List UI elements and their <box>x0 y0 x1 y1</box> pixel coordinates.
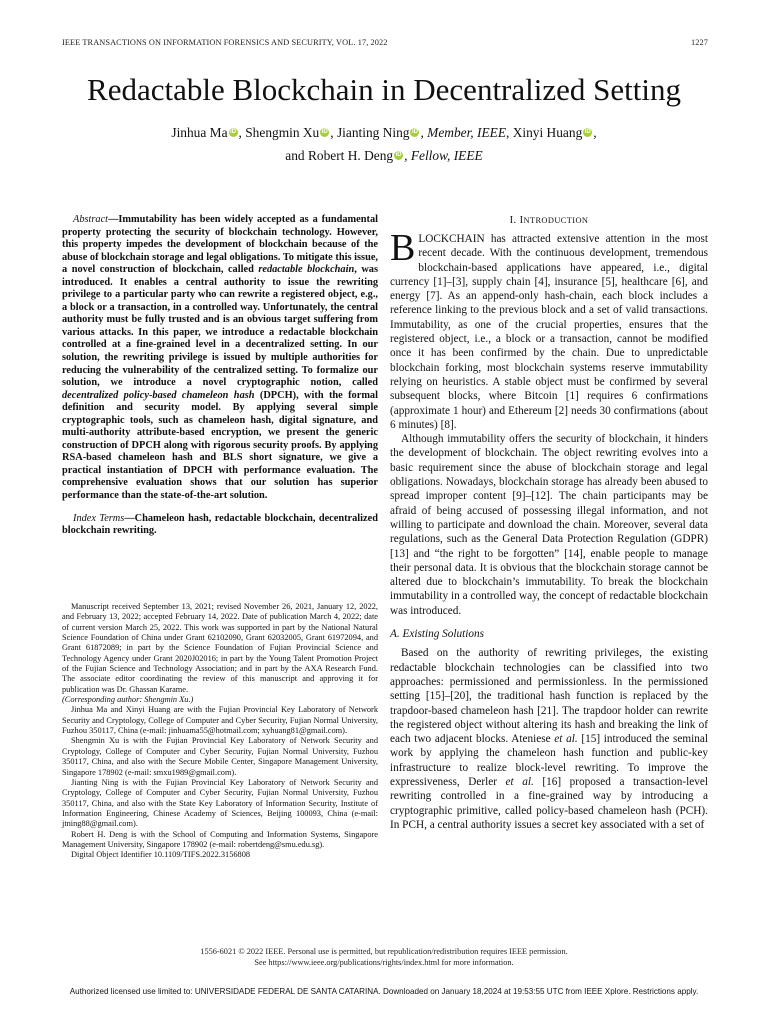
author-role: , Member, IEEE <box>420 125 507 140</box>
existing-text: [16] proposed a transaction-level rewriting controlled in a fine-grained way by introducing a cryptographic primitive, called policy-based chameleon hash (PCH). In PCH, a central authority issues a secret key associated with a set of <box>390 775 708 831</box>
footnote-affiliation: Robert H. Deng is with the School of Computing and Information Systems, Singapore Management University, Singapore 178902 (e-mail: robertdeng@smu.edu.sg). <box>62 829 378 849</box>
index-terms <box>62 513 378 538</box>
running-header <box>62 38 708 50</box>
existing-text: Based on the authority of rewriting privileges, the existing redactable blockchain technologies can be classified into two approaches: permissioned and permissionless. In the permissioned setting [15]–[20], the traditional hash function is replaced by the trapdoor-based chameleon hash [21]. The trapdoor holder can rewrite the registered object without altering its hash and breaking the link of each two adjacent blocks. Ateniese <box>390 647 708 746</box>
footnote-doi: Digital Object Identifier 10.1109/TIFS.2022.3156808 <box>71 850 251 860</box>
orcid-icon[interactable]: iD <box>584 129 591 135</box>
index-terms-dash: — <box>124 512 135 524</box>
section-title-initial: I <box>519 215 524 226</box>
author-list <box>40 121 728 167</box>
index-terms-text: Chameleon hash, redactable blockchain, decentralized blockchain rewriting. <box>62 512 378 537</box>
author-role: , Fellow, IEEE <box>404 148 483 163</box>
rights-link[interactable]: See https://www.ieee.org/publications/rights/index.html for more information. <box>254 958 514 967</box>
section-title-rest: NTRODUCTION <box>523 216 589 225</box>
corresponding-author: (Corresponding author: Shengmin Xu.) <box>62 695 194 705</box>
author-name: Jinhua Ma <box>171 125 228 140</box>
footnote-affiliation: Shengmin Xu is with the Fujian Provincial Key Laboratory of Network Security and Cryptology, College of Computer and Cyber Security, Fujian Normal University, Fuzhou 350117, China, and also with the Secure Mobile Center, Singapore Management University, Singapore 178902 (e-mail: smxu1989@gmail.com). <box>62 736 378 777</box>
footnote-affiliation: Jianting Ning is with the Fujian Provincial Key Laboratory of Network Security and Cryptology, College of Computer and Cyber Security, Fujian Normal University, Fuzhou 350117, China, and also with the State Key Laboratory of Information Security, Institute of Information Engineering, Chinese Academy of Sciences, Beijing 100093, China (e-mail: jtning88@gmail.com). <box>62 777 378 829</box>
existing-text: [15] introduced the seminal work by applying the chameleon hash function and public-key infrastructure to realize block-level rewriting. To improve the expressiveness, Derler <box>390 733 708 788</box>
left-column <box>62 214 378 538</box>
orcid-icon[interactable]: iD <box>395 152 402 158</box>
orcid-icon[interactable]: iD <box>321 129 328 135</box>
etal: et al. <box>505 775 534 788</box>
copyright-line: 1556-6021 © 2022 IEEE. Personal use is permitted, but republication/redistribution requires IEEE permission. <box>200 947 568 956</box>
footnotes <box>62 602 378 861</box>
footnote-corresponding <box>62 695 378 705</box>
footnote-manuscript: Manuscript received September 13, 2021; revised November 26, 2021, January 12, 2022, and February 13, 2022; accepted February 14, 2022. Date of publication March 4, 2022; date of current version March 25, 2022. This work was supported in part by the National Natural Science Foundation of China under Grant 62102090, Grant 62032005, Grant 61972094, and Grant 61872089; in part by the Science Foundation of Fujian Provincial Science and Technology Agency under Grant 2020J02016; in part by the Young Talent Promotion Project of the Fujian Science and Technology Association; and in part by the AXA Research Fund. The associate editor coordinating the review of this manuscript and approving it for publication was Dr. Ghassan Karame. <box>62 602 378 694</box>
footnote-affiliation: Jinhua Ma and Xinyi Huang are with the Fujian Provincial Key Laboratory of Network Security and Cryptology, College of Computer and Cyber Security, Fujian Normal University, Fuzhou 350117, China (e-mail: jinhuama55@hotmail.com; xyhuang81@gmail.com). <box>62 705 378 736</box>
section-heading-introduction <box>390 214 708 228</box>
drop-cap: B <box>390 227 416 269</box>
intro-paragraph-2: Although immutability offers the security of blockchain, it hinders the development of blockchain. The object rewriting evolves into a basic requirement since the abuse of blockchain storage and legal obligations. Nowadays, blockchain storage has already been abused to spread improper content [9]–[12]. The chain participants may be afraid of being accused of possessing illegal information, and not willing to participate and download the chain. Moreover, several data regulations, such as the General Data Protection Regulation (GDPR) [13] and “the right to be forgotten” [14], enable people to manage their personal data. It is obvious that the blockchain storage cannot be altered due to blockchain’s immutability. To break the blockchain immutability in a controlled way, the concept of redactable blockchain was introduced. <box>390 433 708 617</box>
copyright-notice <box>0 946 768 968</box>
intro-text: has attracted extensive attention in the most recent decade. With the continuous development, tremendous blockchain-based applications have appeared, i.e., digital currency [1]–[3], supply chain [4], insurance [5], healthcare [6], and energy [7]. As an append-only hash-chain, each block includes a reference linking to the previous block and a set of valid transactions. Immutability, as one of the crucial properties, ensures that the registered object, i.e., a block or a transaction, cannot be modified once it has been confirmed by the chain. Due to unpredictable blockchain forking, most blockchain systems reserve immutability relying on heuristics. A stable object must be confirmed by several subsequent blocks, where Bitcoin [1] requires 6 confirmations (approximate 1 hour) and Ethereum [2] needs 30 confirmations (about 6 minutes) [8]. <box>390 233 708 431</box>
abstract-text: , was introduced. It enables a central authority to issue the rewriting privilege to a particular party who can rewrite a registered object, e.g., a block or a transaction, in a controlled way. Unfortunately, the central authority must be fully trusted and is an obvious target suffering from various attacks. In this paper, we introduce a redactable blockchain controlled at a fine-grained level in a decentralized setting. In our solution, the rewriting privilege is issued by multiple authorities for reducing the vulnerability of the centralized setting. To formalize our solution, we introduce a novel cryptographic notion, called <box>62 264 378 389</box>
author-name: , Xinyi Huang <box>506 125 583 140</box>
page-number: 1227 <box>691 38 708 47</box>
existing-paragraph <box>390 646 708 832</box>
author-name: , Jianting Ning <box>330 125 410 140</box>
abstract-text: (DPCH), with the formal definition and security model. By applying several simple cryptographic tools, such as chameleon hash, digital signature, and multi-authority attribute-based encryption, we present the generic construction of DPCH along with rigorous security proofs. By applying RSA-based chameleon hash and BLS short signature, we give a practical instantiation of DPCH with performance evaluation. The comprehensive evaluation shows that our solution has superior performance than the state-of-the-art solution. <box>62 389 378 502</box>
etal: et al. <box>554 733 578 746</box>
author-sep: , <box>593 125 597 140</box>
author-line-2 <box>40 144 728 167</box>
license-footer: Authorized licensed use limited to: UNIVERSIDADE FEDERAL DE SANTA CATARINA. Downloaded on January 18,2024 at 19:53:55 UTC from IEEE Xplore. Restrictions apply. <box>69 987 699 996</box>
journal-name: IEEE TRANSACTIONS ON INFORMATION FORENSICS AND SECURITY, VOL. 17, 2022 <box>62 38 388 47</box>
author-line-1 <box>40 121 728 144</box>
subsection-heading-existing-solutions: A. Existing Solutions <box>390 628 485 641</box>
paper-title: Redactable Blockchain in Decentralized Setting <box>87 72 681 107</box>
abstract-label: Abstract <box>73 214 109 225</box>
author-name: and Robert H. Deng <box>285 148 394 163</box>
orcid-icon[interactable]: iD <box>411 129 418 135</box>
abstract-emphasis: redactable blockchain <box>258 264 355 276</box>
section-number: I. <box>509 215 520 226</box>
abstract-dash: — <box>108 214 119 225</box>
abstract-emphasis: decentralized policy-based chameleon hash <box>62 389 255 401</box>
orcid-icon[interactable]: iD <box>230 129 237 135</box>
intro-paragraph-1 <box>390 227 708 432</box>
author-name: , Shengmin Xu <box>238 125 320 140</box>
intro-lead-word: LOCKCHAIN <box>418 233 485 245</box>
abstract-text: Immutability has been widely accepted as a fundamental property protecting the security of blockchain technology. However, this property impedes the development of blockchain because of the abuse of blockchain storage and legal obligations. To mitigate this issue, a novel construction of blockchain, called <box>62 214 378 276</box>
abstract <box>62 214 378 503</box>
right-column <box>390 214 708 832</box>
index-terms-label: Index Terms <box>73 512 125 524</box>
